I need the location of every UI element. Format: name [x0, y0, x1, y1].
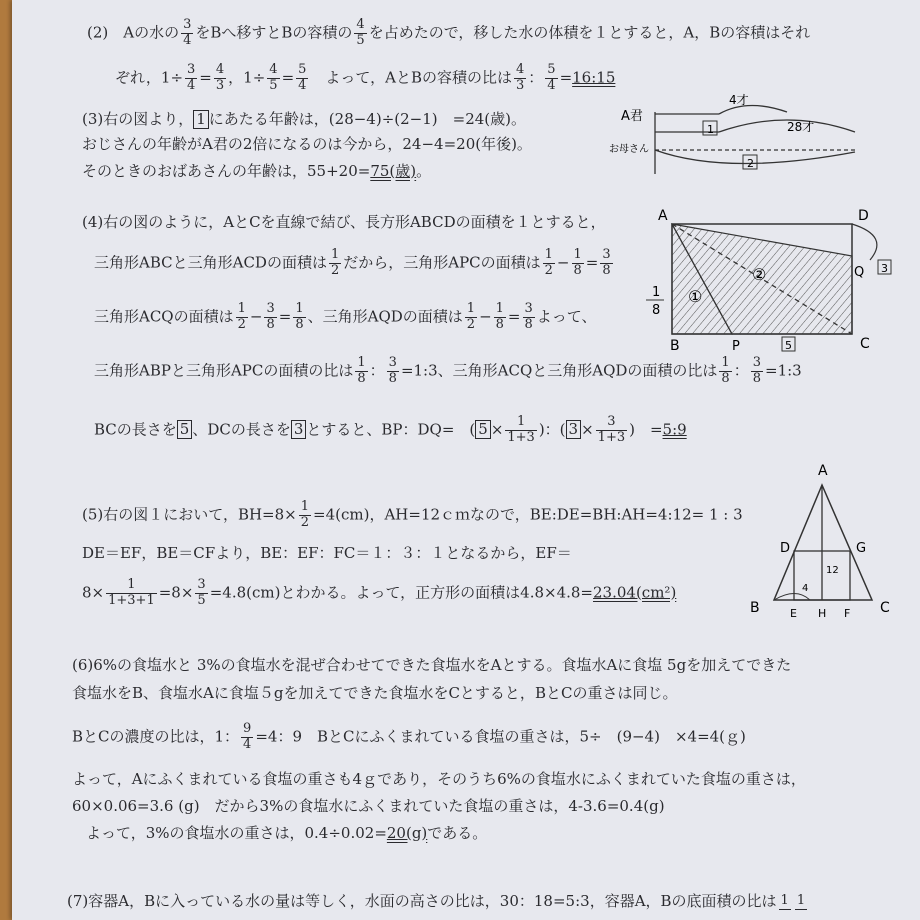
problem-6-line-5: 60×0.06=3.6 (g) だから3%の食塩水にふくまれていた食塩の重さは，4-3.6=0.4(g): [72, 797, 665, 815]
problem-4-line-4: 三角形ABPと三角形APCの面積の比は $\frac{1}{8}$ ： $\frac{3}{8}$ =1:3、三角形ACQと三角形AQDの面積の比は $\frac{1}{8}$ ： $\frac{3}{8}$ =1:3: [94, 355, 802, 386]
age-line-diagram: [607, 88, 877, 183]
problem-2-line-1: (2) Aの水の $\frac{3}{4}$ をBへ移すとBの容積の $\frac{4}{5}$ を占めたので，移した水の体積を１とすると，A，Bの容積はそれ: [87, 17, 811, 48]
label-28-years: 28才: [787, 120, 815, 134]
box-3: 3: [881, 262, 888, 275]
problem-4-line-5: BCの長さを 5 、DCの長さを 3 とすると、BP：DQ= ( 5 × $\frac{1}{1+3}$ )：( 3 × $\frac{3}{1+3}$ ) =5:9: [94, 414, 687, 445]
problem-7-line-1: (7)容器A，Bに入っている水の量は等しく，水面の高さの比は，30：18=5:3，容器A，Bの底面積の比は 1 1: [67, 892, 806, 910]
answer-5: 23.04(cm²): [593, 583, 677, 602]
problem-2-line-2: ぞれ，1÷ $\frac{3}{4}$ = $\frac{4}{3}$ ，1÷ $\frac{4}{5}$ = $\frac{5}{4}$ よって，AとBの容積の比は $\frac{4}{3}$ ： $\frac{5}{4}$ =16:15: [115, 62, 616, 93]
label-G: G: [856, 541, 867, 556]
label-F: F: [844, 607, 851, 620]
problem-4-line-2: 三角形ABCと三角形ACDの面積は $\frac{1}{2}$ だから，三角形APCの面積は $\frac{1}{2}$ − $\frac{1}{8}$ = $\frac{3}{8}$: [94, 247, 611, 278]
label-a-kun: A君: [621, 109, 643, 124]
label-mother: お母さん: [609, 144, 649, 155]
box-5: 5: [785, 339, 792, 352]
rectangle-diagram: [632, 200, 902, 355]
answer-4: 5:9: [662, 420, 687, 439]
answer-sheet: [12, 0, 920, 920]
problem-6-line-2: 食塩水をB、食塩水Aに食塩５gを加えてできた食塩水をCとすると，BとCの重さは同じ。: [72, 684, 678, 702]
box-2: 2: [747, 157, 754, 170]
triangle-diagram: [734, 455, 894, 625]
label-E: E: [790, 607, 797, 620]
label-C: C: [860, 336, 870, 352]
label-C: C: [880, 600, 890, 616]
answer-3: 75(歳): [370, 162, 417, 180]
label-12: 12: [826, 565, 839, 576]
region-2-label: ②: [752, 265, 767, 284]
problem-6-line-1: (6)6%の食塩水と 3%の食塩水を混ぜ合わせてできた食塩水をAとする。食塩水Aに食塩 5gを加えてできた: [72, 656, 792, 674]
problem-4-line-3: 三角形ACQの面積は $\frac{1}{2}$ − $\frac{3}{8}$ = $\frac{1}{8}$ 、三角形AQDの面積は $\frac{1}{2}$ − $\frac{1}{8}$ = $\frac{3}{8}$ よって、: [94, 301, 597, 332]
label-B: B: [670, 338, 680, 354]
label-D: D: [780, 541, 791, 556]
problem-5-line-3: 8× $\frac{1}{1+3+1}$ =8× $\frac{3}{5}$ =4.8(cm)とわかる。よって，正方形の面積は4.8×4.8=23.04(cm²): [82, 577, 677, 608]
problem-5-line-1: (5)右の図１において，BH=8× $\frac{1}{2}$ =4(cm)，AH=12ｃｍなので，BE:DE=BH:AH=4:12= 1 : 3: [82, 499, 743, 530]
label-B: B: [750, 600, 760, 616]
fraction-1-label: 1: [652, 285, 661, 300]
problem-3-line-2: おじさんの年齢がA君の2倍になるのは今から，24−4=20(年後)。: [82, 135, 532, 153]
label-A: A: [658, 208, 668, 224]
problem-6-line-6: よって，3%の食塩水の重さは，0.4÷0.02=20(g)である。: [86, 824, 488, 842]
box-1: 1: [707, 123, 714, 136]
answer-2: 16:15: [572, 68, 616, 87]
label-A: A: [818, 463, 828, 479]
problem-6-line-3: BとCの濃度の比は，1： $\frac{9}{4}$ =4：9 BとCにふくまれている食塩の重さは，5÷ (9−4) ×4=4(ｇ): [72, 721, 746, 752]
label-D: D: [858, 208, 869, 224]
problem-3-line-1: (3)右の図より， 1 にあたる年齢は，(28−4)÷(2−1) =24(歳)。: [82, 110, 526, 128]
answer-6: 20(g): [386, 824, 428, 842]
problem-6-line-4: よって，Aにふくまれている食塩の重さも4ｇであり，そのうち6%の食塩水にふくまれていた食塩の重さは，: [72, 770, 806, 788]
problem-4-line-1: (4)右の図のように，AとCを直線で結び、長方形ABCDの面積を１とすると，: [82, 213, 606, 231]
label-P: P: [732, 339, 740, 354]
label-4: 4: [802, 583, 809, 594]
region-1-label: ①: [688, 287, 703, 306]
label-H: H: [818, 607, 827, 620]
problem-5-line-2: DE＝EF，BE＝CFより，BE：EF：FC＝１：３：１となるから，EF＝: [82, 544, 572, 562]
label-Q: Q: [854, 265, 865, 280]
fraction-8-label: 8: [652, 303, 661, 318]
problem-3-line-3: そのときのおばあさんの年齢は，55+20=75(歳)。: [82, 162, 432, 180]
label-4-years: 4才: [729, 93, 749, 107]
